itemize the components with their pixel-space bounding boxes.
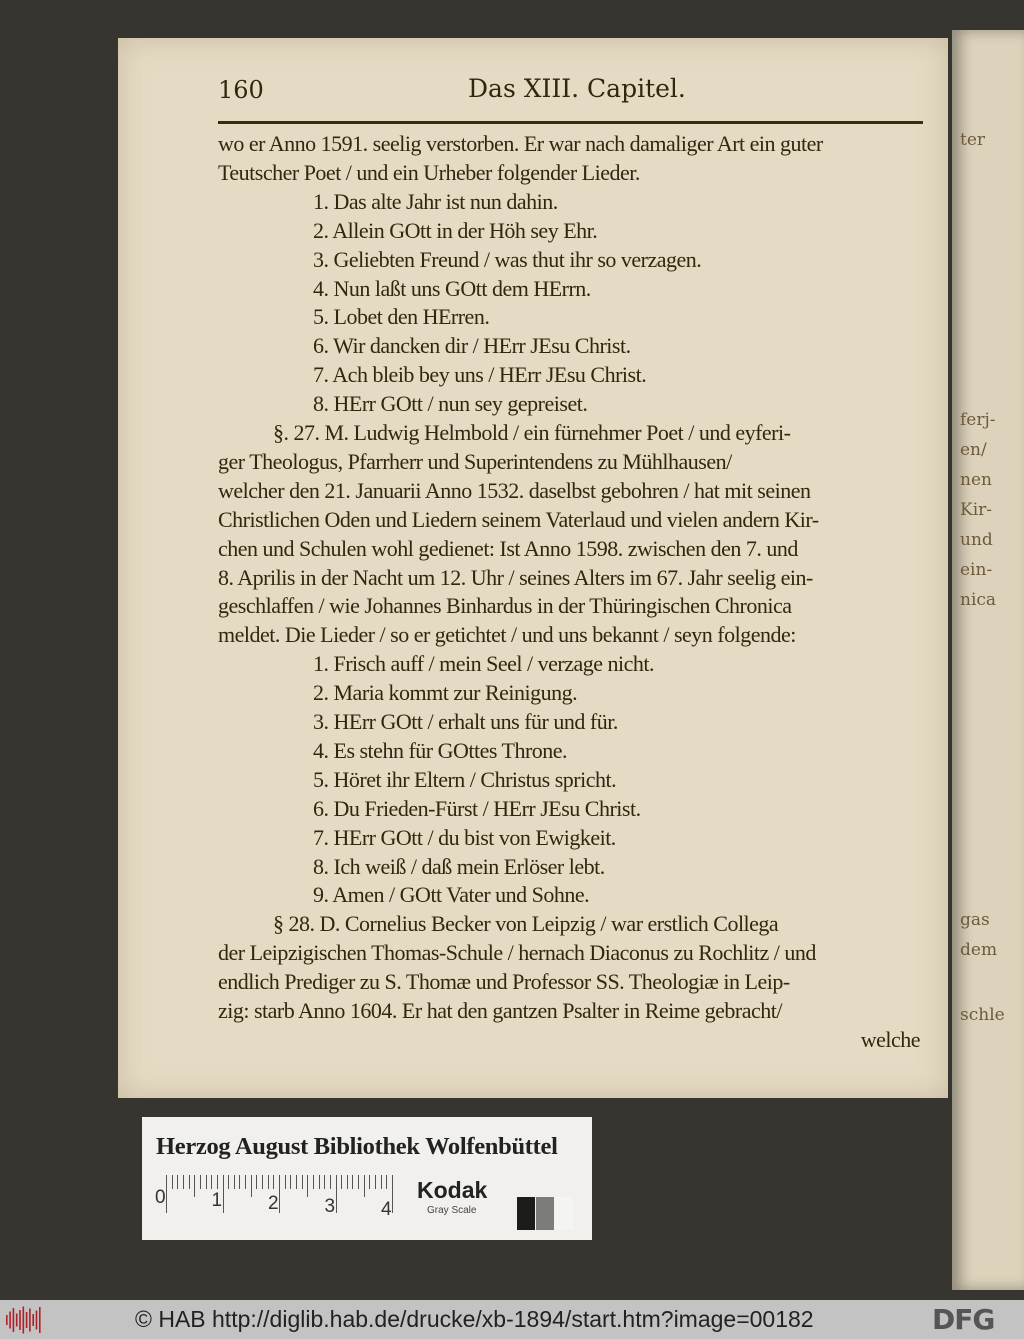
logo-bar bbox=[39, 1307, 41, 1333]
source-url[interactable]: © HAB http://diglib.hab.de/drucke/xb-1894/start.htm?image=00182 bbox=[135, 1306, 814, 1332]
adjacent-page-text: und bbox=[960, 530, 993, 550]
text-line: 7. Ach bleib bey uns / HErr JEsu Christ. bbox=[313, 362, 647, 388]
ruler-tick bbox=[358, 1175, 359, 1189]
ruler-tick bbox=[217, 1175, 218, 1189]
text-line: 8. Aprilis in der Nacht um 12. Uhr / seines Alters im 67. Jahr seelig ein- bbox=[218, 564, 813, 590]
text-line: 2. Maria kommt zur Reinigung. bbox=[313, 680, 578, 706]
ruler-tick bbox=[251, 1175, 252, 1197]
text-line: 3. Geliebten Freund / was thut ihr so verzagen. bbox=[313, 246, 702, 272]
ruler-tick bbox=[256, 1175, 257, 1189]
text-line: endlich Prediger zu S. Thomæ und Professor SS. Theologiæ in Leip- bbox=[218, 969, 790, 995]
logo-bar bbox=[9, 1312, 11, 1329]
text-line: ger Theologus, Pfarrherr und Superintendens zu Mühlhausen/ bbox=[218, 448, 732, 474]
adjacent-page-text: dem bbox=[960, 940, 998, 960]
logo-bar bbox=[23, 1307, 25, 1334]
logo-bar bbox=[29, 1309, 31, 1332]
adjacent-page-text: schle bbox=[960, 1005, 1005, 1025]
ruler-tick bbox=[183, 1175, 184, 1189]
ruler-tick bbox=[330, 1175, 331, 1189]
text-line: 6. Du Frieden-Fürst / HErr JEsu Christ. bbox=[313, 795, 641, 821]
ruler-tick bbox=[200, 1175, 201, 1189]
ruler-tick bbox=[172, 1175, 173, 1189]
ruler-tick bbox=[336, 1175, 337, 1213]
ruler-tick bbox=[177, 1175, 178, 1189]
text-line: Teutscher Poet / und ein Urheber folgender Lieder. bbox=[218, 159, 640, 185]
text-line: welcher den 21. Januarii Anno 1532. daselbst gebohren / hat mit seinen bbox=[218, 477, 811, 503]
adjacent-page-text: ein- bbox=[960, 560, 993, 580]
text-line: 8. Ich weiß / daß mein Erlöser lebt. bbox=[313, 853, 605, 879]
ruler-tick bbox=[245, 1175, 246, 1189]
text-line: 7. HErr GOtt / du bist von Ewigkeit. bbox=[313, 824, 616, 850]
ruler-number: 4 bbox=[381, 1199, 392, 1220]
text-line: der Leipzigischen Thomas-Schule / hernach Diaconus zu Rochlitz / und bbox=[218, 940, 816, 966]
running-head: Das XIII. Capitel. bbox=[468, 74, 686, 103]
logo-bar bbox=[32, 1314, 34, 1326]
logo-bar bbox=[19, 1310, 21, 1330]
text-line: Christlichen Oden und Liedern seinem Vaterlaud und vielen andern Kir- bbox=[218, 506, 819, 532]
ruler-tick bbox=[239, 1175, 240, 1189]
ruler-tick bbox=[262, 1175, 263, 1189]
ruler-number: 2 bbox=[268, 1193, 279, 1214]
text-line: 5. Lobet den HErren. bbox=[313, 304, 490, 330]
ruler-tick bbox=[375, 1175, 376, 1189]
ruler-tick bbox=[319, 1175, 320, 1189]
adjacent-page-edge bbox=[952, 30, 1024, 1290]
ruler-number: 0 bbox=[155, 1187, 166, 1208]
color-target-card bbox=[142, 1117, 592, 1240]
text-line: §. 27. M. Ludwig Helmbold / ein fürnehmer Poet / und eyferi- bbox=[273, 420, 791, 445]
adjacent-page-text: ter bbox=[960, 130, 986, 150]
text-line: 2. Allein GOtt in der Höh sey Ehr. bbox=[313, 217, 598, 243]
gray-swatch bbox=[555, 1197, 573, 1230]
hab-logo-icon bbox=[4, 1306, 44, 1334]
ruler-tick bbox=[290, 1175, 291, 1189]
text-line: 9. Amen / GOtt Vater und Sohne. bbox=[313, 882, 590, 908]
adjacent-page-text: nica bbox=[960, 590, 997, 610]
ruler-tick bbox=[364, 1175, 365, 1197]
ruler-tick bbox=[324, 1175, 325, 1189]
text-line: 1. Das alte Jahr ist nun dahin. bbox=[313, 188, 558, 214]
ruler-tick bbox=[302, 1175, 303, 1189]
ruler-tick bbox=[273, 1175, 274, 1189]
text-line: 8. HErr GOtt / nun sey gepreiset. bbox=[313, 391, 588, 417]
gray-scale-label: Gray Scale bbox=[427, 1205, 477, 1216]
ruler-tick bbox=[369, 1175, 370, 1189]
text-line: 4. Nun laßt uns GOtt dem HErrn. bbox=[313, 275, 591, 301]
ruler-tick bbox=[194, 1175, 195, 1197]
adjacent-page-text: Kir- bbox=[960, 500, 993, 520]
ruler-tick bbox=[268, 1175, 269, 1189]
text-line: 5. Höret ihr Eltern / Christus spricht. bbox=[313, 766, 617, 792]
ruler-tick bbox=[352, 1175, 353, 1189]
library-name: Herzog August Bibliothek Wolfenbüttel bbox=[156, 1133, 558, 1160]
ruler-tick bbox=[386, 1175, 387, 1189]
adjacent-page-text: en/ bbox=[960, 440, 987, 460]
ruler-number: 3 bbox=[324, 1196, 336, 1217]
adjacent-page-text: gas bbox=[960, 910, 990, 930]
ruler-tick bbox=[313, 1175, 314, 1189]
book-page bbox=[118, 38, 948, 1098]
ruler-tick bbox=[211, 1175, 212, 1189]
header-rule bbox=[218, 121, 923, 124]
ruler-tick bbox=[392, 1175, 393, 1213]
ruler-tick bbox=[228, 1175, 229, 1189]
ruler-number: 1 bbox=[211, 1190, 223, 1211]
adjacent-page-text: nen bbox=[960, 470, 992, 490]
text-line: 4. Es stehn für GOttes Throne. bbox=[313, 737, 568, 763]
text-line: chen und Schulen wohl gedienet: Ist Anno 1598. zwischen den 7. und bbox=[218, 535, 798, 561]
ruler-tick bbox=[223, 1175, 224, 1213]
kodak-brand: Kodak bbox=[417, 1177, 488, 1203]
text-line: wo er Anno 1591. seelig verstorben. Er war nach damaliger Art ein guter bbox=[218, 131, 823, 156]
adjacent-page-text: ferj- bbox=[960, 410, 996, 430]
gray-swatch bbox=[517, 1197, 535, 1230]
ruler-tick bbox=[285, 1175, 286, 1189]
text-line: § 28. D. Cornelius Becker von Leipzig / war erstlich Collega bbox=[273, 911, 779, 937]
text-line: geschlaffen / wie Johannes Binhardus in der Thüringischen Chronica bbox=[218, 593, 792, 619]
scale-ruler bbox=[166, 1175, 398, 1215]
ruler-tick bbox=[234, 1175, 235, 1189]
gray-swatch bbox=[536, 1197, 554, 1230]
logo-bar bbox=[36, 1311, 38, 1330]
text-line: welche bbox=[860, 1026, 920, 1052]
logo-bar bbox=[13, 1308, 15, 1332]
footer-bar bbox=[0, 1300, 1024, 1339]
logo-bar bbox=[6, 1315, 8, 1325]
text-line: 1. Frisch auff / mein Seel / verzage nicht. bbox=[313, 651, 654, 677]
ruler-tick bbox=[341, 1175, 342, 1189]
ruler-tick bbox=[189, 1175, 190, 1189]
page-number: 160 bbox=[218, 76, 264, 104]
ruler-tick bbox=[296, 1175, 297, 1189]
dfg-logo: DFG bbox=[932, 1303, 995, 1336]
text-line: meldet. Die Lieder / so er getichtet / und uns bekannt / seyn folgende: bbox=[218, 622, 796, 648]
ruler-tick bbox=[347, 1175, 348, 1189]
ruler-tick bbox=[166, 1175, 167, 1213]
text-line: zig: starb Anno 1604. Er hat den gantzen Psalter in Reime gebracht/ bbox=[218, 998, 783, 1023]
ruler-tick bbox=[206, 1175, 207, 1189]
ruler-tick bbox=[279, 1175, 280, 1213]
text-line: 6. Wir dancken dir / HErr JEsu Christ. bbox=[313, 333, 631, 359]
text-line: 3. HErr GOtt / erhalt uns für und für. bbox=[313, 709, 618, 734]
logo-bar bbox=[16, 1314, 18, 1327]
ruler-tick bbox=[307, 1175, 308, 1197]
logo-bar bbox=[26, 1312, 28, 1328]
ruler-tick bbox=[381, 1175, 382, 1189]
